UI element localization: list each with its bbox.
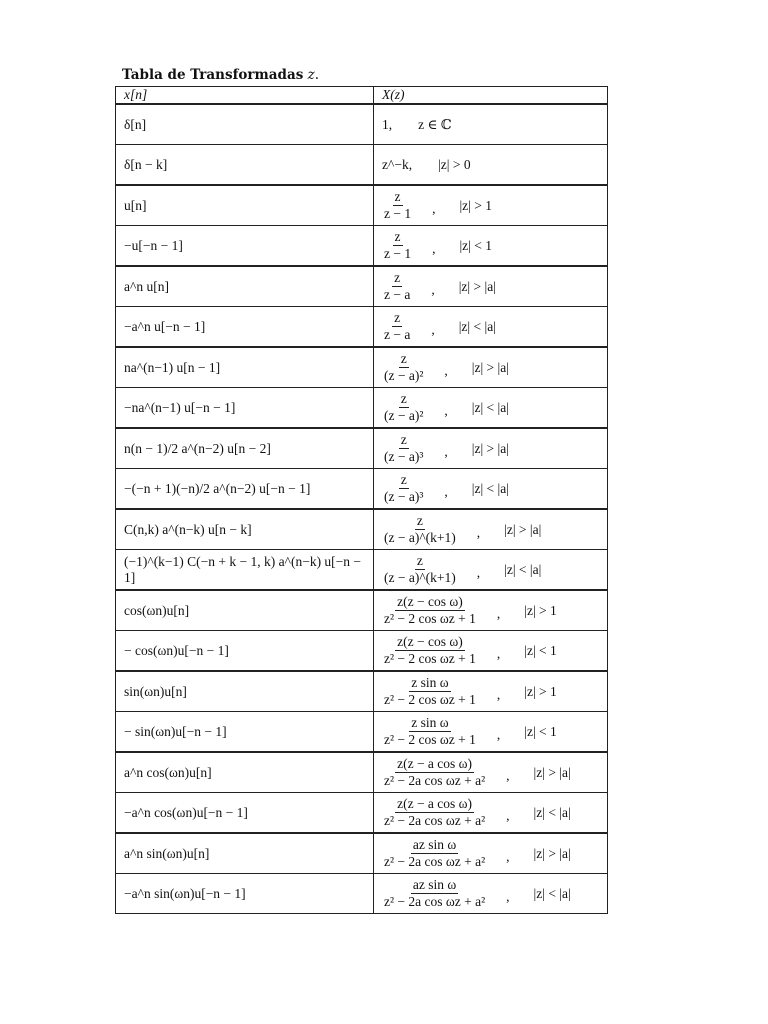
fraction-numerator: z(z − a cos ω)	[395, 757, 474, 773]
fraction-denominator: (z − a)²	[384, 408, 424, 423]
table-row	[116, 509, 608, 550]
transform-fraction	[382, 838, 487, 869]
transform-cell	[374, 185, 608, 226]
fraction-denominator: (z − a)^(k+1)	[384, 570, 456, 585]
transform-fraction	[382, 595, 478, 626]
signal-cell: − sin(ωn)u[−n − 1]	[116, 712, 374, 753]
signal-cell: −a^n sin(ωn)u[−n − 1]	[116, 874, 374, 914]
z-transform-table	[115, 86, 608, 914]
region-of-convergence: |z| < |a|	[471, 399, 509, 415]
transform-fraction	[382, 230, 413, 261]
table-row	[116, 428, 608, 469]
transform-fraction	[382, 473, 425, 504]
separator-comma: ,	[506, 767, 510, 783]
fraction-denominator: z² − 2 cos ωz + 1	[384, 692, 476, 707]
fraction-denominator: (z − a)²	[384, 368, 424, 383]
signal-cell: −na^(n−1) u[−n − 1]	[116, 388, 374, 429]
transform-fraction	[382, 311, 412, 342]
table-row	[116, 388, 608, 429]
transform-cell	[374, 833, 608, 874]
separator-comma: ,	[444, 402, 448, 418]
table-row	[116, 104, 608, 145]
transform-cell	[374, 631, 608, 672]
transform-cell	[374, 752, 608, 793]
separator-comma: ,	[476, 524, 481, 540]
region-of-convergence: |z| > |a|	[533, 764, 571, 780]
signal-cell: a^n cos(ωn)u[n]	[116, 752, 374, 793]
transform-cell	[374, 712, 608, 753]
region-of-convergence: |z| < |a|	[471, 480, 509, 496]
table-title-text: Tabla de Transformadas	[122, 67, 304, 83]
transform-cell	[374, 550, 608, 591]
table-row	[116, 752, 608, 793]
region-of-convergence: |z| > |a|	[471, 440, 509, 456]
transform-cell	[374, 469, 608, 510]
separator-comma: ,	[444, 483, 448, 499]
transform-fraction	[382, 716, 478, 747]
fraction-numerator: z	[392, 311, 402, 327]
transform-cell	[374, 104, 608, 145]
fraction-numerator: z	[393, 190, 403, 206]
transform-fraction	[382, 514, 458, 545]
transform-fraction	[382, 757, 487, 788]
table-row	[116, 671, 608, 712]
signal-cell: n(n − 1)/2 a^(n−2) u[n − 2]	[116, 428, 374, 469]
fraction-denominator: z − 1	[384, 206, 412, 221]
transform-cell	[374, 509, 608, 550]
separator-comma: ,	[496, 645, 501, 661]
table-row	[116, 347, 608, 388]
separator-comma: ,	[496, 605, 501, 621]
signal-cell: δ[n − k]	[116, 145, 374, 186]
fraction-numerator: z(z − cos ω)	[395, 595, 465, 611]
region-of-convergence: |z| < |a|	[504, 561, 542, 577]
fraction-numerator: z	[415, 554, 425, 570]
fraction-numerator: z	[399, 352, 409, 368]
separator-comma: ,	[476, 564, 481, 580]
transform-cell	[374, 590, 608, 631]
fraction-numerator: z sin ω	[409, 676, 450, 692]
region-of-convergence: |z| > 1	[524, 683, 557, 699]
table-row	[116, 590, 608, 631]
separator-comma: ,	[506, 848, 510, 864]
separator-comma: ,	[432, 200, 436, 216]
signal-cell: − cos(ωn)u[−n − 1]	[116, 631, 374, 672]
region-of-convergence: |z| > |a|	[533, 845, 571, 861]
fraction-numerator: z(z − cos ω)	[395, 635, 465, 651]
header-transform: X(z)	[374, 87, 608, 105]
separator-comma: ,	[496, 686, 501, 702]
separator-comma: ,	[506, 807, 510, 823]
region-of-convergence: |z| < |a|	[533, 804, 571, 820]
fraction-numerator: z	[399, 433, 409, 449]
transform-fraction	[382, 352, 425, 383]
table-row	[116, 550, 608, 591]
fraction-denominator: z² − 2a cos ωz + a²	[384, 773, 486, 788]
transform-value: 1,	[382, 116, 393, 132]
region-of-convergence: |z| > 1	[459, 197, 492, 213]
fraction-denominator: (z − a)³	[384, 449, 424, 464]
region-of-convergence: |z| > |a|	[458, 278, 496, 294]
transform-cell	[374, 266, 608, 307]
region-of-convergence: |z| > 0	[438, 156, 471, 172]
fraction-denominator: z² − 2a cos ωz + a²	[384, 894, 486, 909]
transform-cell	[374, 874, 608, 914]
region-of-convergence: |z| < 1	[524, 642, 557, 658]
transform-cell	[374, 388, 608, 429]
table-row	[116, 307, 608, 348]
separator-comma: ,	[496, 726, 501, 742]
separator-comma: ,	[444, 362, 448, 378]
separator-comma: ,	[444, 443, 448, 459]
fraction-denominator: (z − a)^(k+1)	[384, 530, 456, 545]
fraction-numerator: az sin ω	[411, 838, 458, 854]
separator-comma: ,	[506, 888, 510, 904]
transform-cell	[374, 307, 608, 348]
transform-fraction	[382, 797, 487, 828]
signal-cell: (−1)^(k−1) C(−n + k − 1, k) a^(n−k) u[−n − 1]	[116, 550, 374, 591]
header-signal: x[n]	[116, 87, 374, 105]
signal-cell: a^n u[n]	[116, 266, 374, 307]
table-header-row	[116, 87, 608, 105]
signal-cell: δ[n]	[116, 104, 374, 145]
transform-fraction	[382, 271, 412, 302]
table-row	[116, 793, 608, 834]
region-of-convergence: |z| < |a|	[533, 885, 571, 901]
transform-cell	[374, 671, 608, 712]
transform-fraction	[382, 392, 425, 423]
transform-cell	[374, 145, 608, 186]
transform-fraction	[382, 554, 458, 585]
signal-cell: −u[−n − 1]	[116, 226, 374, 267]
fraction-denominator: z − a	[384, 327, 411, 342]
fraction-denominator: (z − a)³	[384, 489, 424, 504]
signal-cell: cos(ωn)u[n]	[116, 590, 374, 631]
table-title-variable: z	[307, 67, 315, 83]
fraction-numerator: z	[399, 473, 409, 489]
transform-fraction	[382, 433, 425, 464]
transform-cell	[374, 347, 608, 388]
fraction-numerator: z(z − a cos ω)	[395, 797, 474, 813]
separator-comma: ,	[431, 281, 435, 297]
signal-cell: na^(n−1) u[n − 1]	[116, 347, 374, 388]
transform-cell	[374, 226, 608, 267]
table-row	[116, 266, 608, 307]
table-row	[116, 226, 608, 267]
region-of-convergence: |z| < 1	[459, 237, 492, 253]
region-of-convergence: |z| > |a|	[504, 521, 542, 537]
separator-comma: ,	[432, 240, 436, 256]
signal-cell: a^n sin(ωn)u[n]	[116, 833, 374, 874]
transform-cell	[374, 428, 608, 469]
fraction-numerator: z sin ω	[409, 716, 450, 732]
table-row	[116, 833, 608, 874]
transform-value: z^−k,	[382, 156, 413, 172]
signal-cell: sin(ωn)u[n]	[116, 671, 374, 712]
fraction-denominator: z − a	[384, 287, 411, 302]
fraction-denominator: z² − 2 cos ωz + 1	[384, 732, 476, 747]
transform-fraction	[382, 190, 413, 221]
signal-cell: −a^n u[−n − 1]	[116, 307, 374, 348]
fraction-numerator: z	[415, 514, 425, 530]
table-row	[116, 712, 608, 753]
fraction-numerator: z	[393, 230, 403, 246]
transform-fraction	[382, 635, 478, 666]
fraction-denominator: z² − 2 cos ωz + 1	[384, 651, 476, 666]
fraction-numerator: z	[399, 392, 409, 408]
table-row	[116, 145, 608, 186]
region-of-convergence: |z| > |a|	[471, 359, 509, 375]
region-of-convergence: |z| > 1	[524, 602, 557, 618]
fraction-numerator: az sin ω	[411, 878, 458, 894]
signal-cell: u[n]	[116, 185, 374, 226]
signal-cell: −(−n + 1)(−n)/2 a^(n−2) u[−n − 1]	[116, 469, 374, 510]
separator-comma: ,	[431, 321, 435, 337]
table-row	[116, 469, 608, 510]
fraction-denominator: z² − 2 cos ωz + 1	[384, 611, 476, 626]
fraction-denominator: z² − 2a cos ωz + a²	[384, 854, 486, 869]
table-title-period: .	[314, 67, 320, 83]
fraction-denominator: z² − 2a cos ωz + a²	[384, 813, 486, 828]
table-row	[116, 631, 608, 672]
table-row	[116, 874, 608, 914]
region-of-convergence: z ∈ ℂ	[418, 116, 452, 132]
table-title	[122, 67, 319, 83]
fraction-numerator: z	[392, 271, 402, 287]
fraction-denominator: z − 1	[384, 246, 412, 261]
table-body	[116, 104, 608, 914]
transform-cell	[374, 793, 608, 834]
region-of-convergence: |z| < 1	[524, 723, 557, 739]
signal-cell: −a^n cos(ωn)u[−n − 1]	[116, 793, 374, 834]
table-row	[116, 185, 608, 226]
region-of-convergence: |z| < |a|	[458, 318, 496, 334]
transform-fraction	[382, 676, 478, 707]
transform-fraction	[382, 878, 487, 909]
signal-cell: C(n,k) a^(n−k) u[n − k]	[116, 509, 374, 550]
